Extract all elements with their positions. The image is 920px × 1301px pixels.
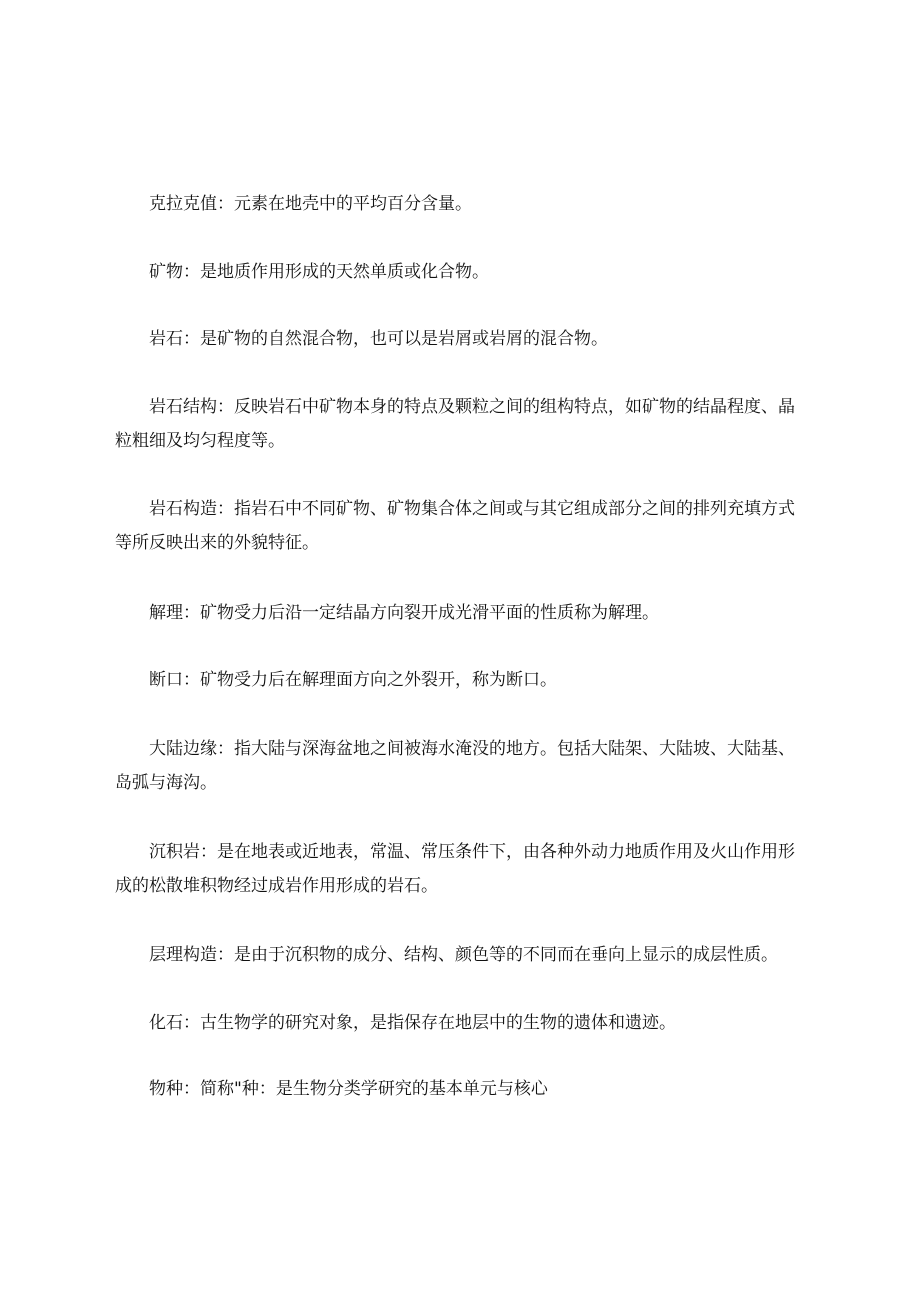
definition-species: 物种：简称"种：是生物分类学研究的基本单元与核心: [149, 1079, 548, 1099]
definition-continental-margin: 大陆边缘：指大陆与深海盆地之间被海水淹没的地方。包括大陆架、大陆坡、大陆基、岛弧与海沟。: [115, 739, 795, 793]
definition-rock-structure: 岩石构造：指岩石中不同矿物、矿物集合体之间或与其它组成部分之间的排列充填方式等所反映出来的外貌特征。: [115, 499, 795, 553]
definition-cleavage: 解理：矿物受力后沿一定结晶方向裂开成光滑平面的性质称为解理。: [149, 603, 659, 623]
definition-fracture: 断口：矿物受力后在解理面方向之外裂开，称为断口。: [149, 670, 557, 690]
definition-rock: 岩石：是矿物的自然混合物，也可以是岩屑或岩屑的混合物。: [149, 329, 608, 349]
definition-bedding-structure: 层理构造：是由于沉积物的成分、结构、颜色等的不同而在垂向上显示的成层性质。: [149, 945, 778, 965]
definition-rock-texture: 岩石结构：反映岩石中矿物本身的特点及颗粒之间的组构特点，如矿物的结晶程度、晶粒粗细及均匀程度等。: [115, 397, 795, 451]
definition-sedimentary-rock: 沉积岩：是在地表或近地表，常温、常压条件下，由各种外动力地质作用及火山作用形成的松散堆积物经过成岩作用形成的岩石。: [115, 842, 795, 896]
definition-clarke-value: 克拉克值：元素在地壳中的平均百分含量。: [149, 194, 472, 214]
definition-fossil: 化石：古生物学的研究对象，是指保存在地层中的生物的遗体和遗迹。: [149, 1013, 676, 1033]
definition-mineral: 矿物：是地质作用形成的天然单质或化合物。: [149, 262, 489, 282]
